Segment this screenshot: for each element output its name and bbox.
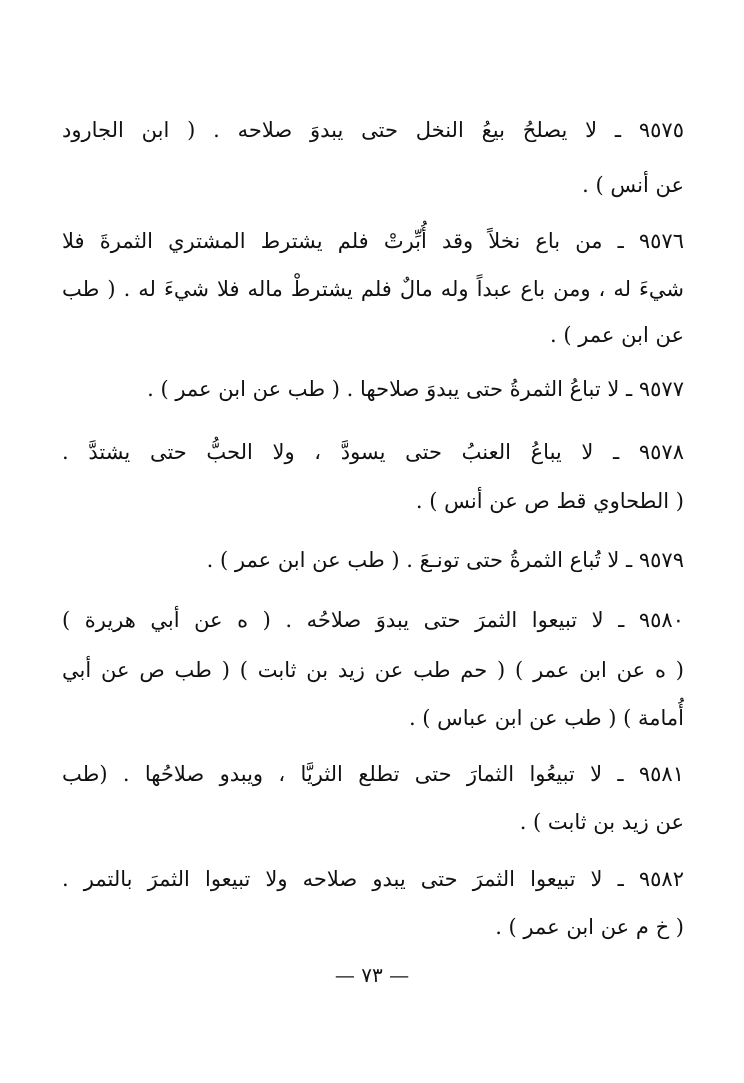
hadith-9580-line-1: ٩٥٨٠ ـ لا تبيعوا الثمرَ حتى يبدوَ صلاحُه . ( ه عن أبي هريرة ) (62, 608, 684, 632)
page-number: — ٧٣ — (334, 963, 410, 987)
hadith-9577-line-1: ٩٥٧٧ ـ لا تباعُ الثمرةُ حتى يبدوَ صلاحها . ( طب عن ابن عمر ) . (147, 377, 684, 401)
hadith-9580-line-3: أُمامة ) ( طب عن ابن عباس ) . (408, 706, 684, 730)
hadith-9576-line-1: ٩٥٧٦ ـ من باع نخلاً وقد أُبِّرتْ فلم يشترط المشتري الثمرةَ فلا (62, 229, 684, 253)
hadith-9576-line-2: شيءَ له ، ومن باع عبداً وله مالٌ فلم يشترطْ ماله فلا شيءَ له . ( طب (62, 277, 684, 301)
hadith-9578-line-2: ( الطحاوي قط ص عن أنس ) . (415, 489, 684, 513)
hadith-9576-line-3: عن ابن عمر ) . (549, 323, 684, 347)
hadith-9581-line-1: ٩٥٨١ ـ لا تبيعُوا الثمارَ حتى تطلع الثريَّا ، ويبدو صلاحُها . (طب (62, 762, 684, 786)
hadith-9582-line-1: ٩٥٨٢ ـ لا تبيعوا الثمرَ حتى يبدو صلاحه ولا تبيعوا الثمرَ بالتمر . (62, 867, 684, 891)
hadith-9575-line-2: عن أنس ) . (582, 173, 684, 197)
hadith-9582-line-2: ( خ م عن ابن عمر ) . (495, 915, 684, 939)
hadith-9579-line-1: ٩٥٧٩ ـ لا تُباع الثمرةُ حتى تونـعَ . ( طب عن ابن عمر ) . (206, 548, 684, 572)
hadith-9580-line-2: ( ه عن ابن عمر ) ( حم طب عن زيد بن ثابت ) ( طب ص عن أبي (62, 658, 684, 682)
hadith-9581-line-2: عن زيد بن ثابت ) . (519, 810, 684, 834)
hadith-9578-line-1: ٩٥٧٨ ـ لا يباعُ العنبُ حتى يسودَّ ، ولا الحبُّ حتى يشتدَّ . (62, 440, 684, 464)
hadith-9575-line-1: ٩٥٧٥ ـ لا يصلحُ بيعُ النخل حتى يبدوَ صلاحه . ( ابن الجارود (62, 118, 684, 142)
